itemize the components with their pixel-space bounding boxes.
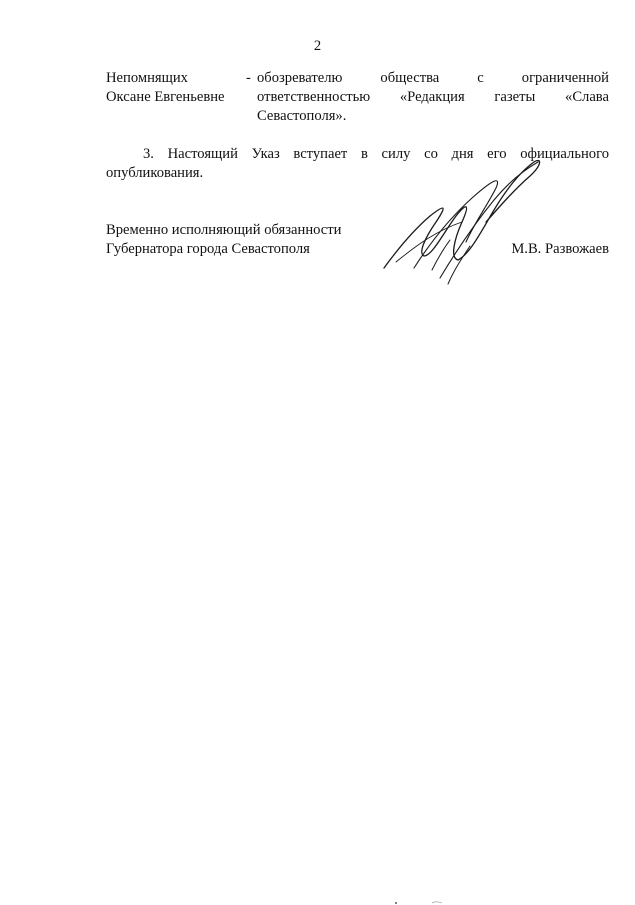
awardee-given-names: Оксане Евгеньевне xyxy=(106,89,225,105)
page-number: 2 xyxy=(313,38,322,54)
awardee-surname: Непомнящих xyxy=(106,70,188,86)
awardee-position xyxy=(257,69,609,126)
signatory-name: М.В. Развожаев xyxy=(511,241,609,257)
signatory-position-line-2: Губернатора города Севастополя xyxy=(106,241,310,257)
clause-3-line-1: 3. Настоящий Указ вступает в силу со дня его официального xyxy=(143,146,609,162)
awardee-position-line-1: обозревателю общества с ограниченной xyxy=(257,70,609,86)
handwritten-signature xyxy=(378,150,548,285)
awardee-position-line-2: ответственностью «Редакция газеты «Слава xyxy=(257,89,609,105)
signatory-position xyxy=(106,221,386,259)
clause-3-line-2: опубликования. xyxy=(106,165,204,181)
awardee-name xyxy=(106,69,246,107)
bottom-scan-mark xyxy=(394,897,444,905)
award-dash: - xyxy=(246,70,251,86)
signatory-position-line-1: Временно исполняющий обязанности xyxy=(106,222,342,238)
awardee-position-line-3: Севастополя». xyxy=(257,108,347,124)
